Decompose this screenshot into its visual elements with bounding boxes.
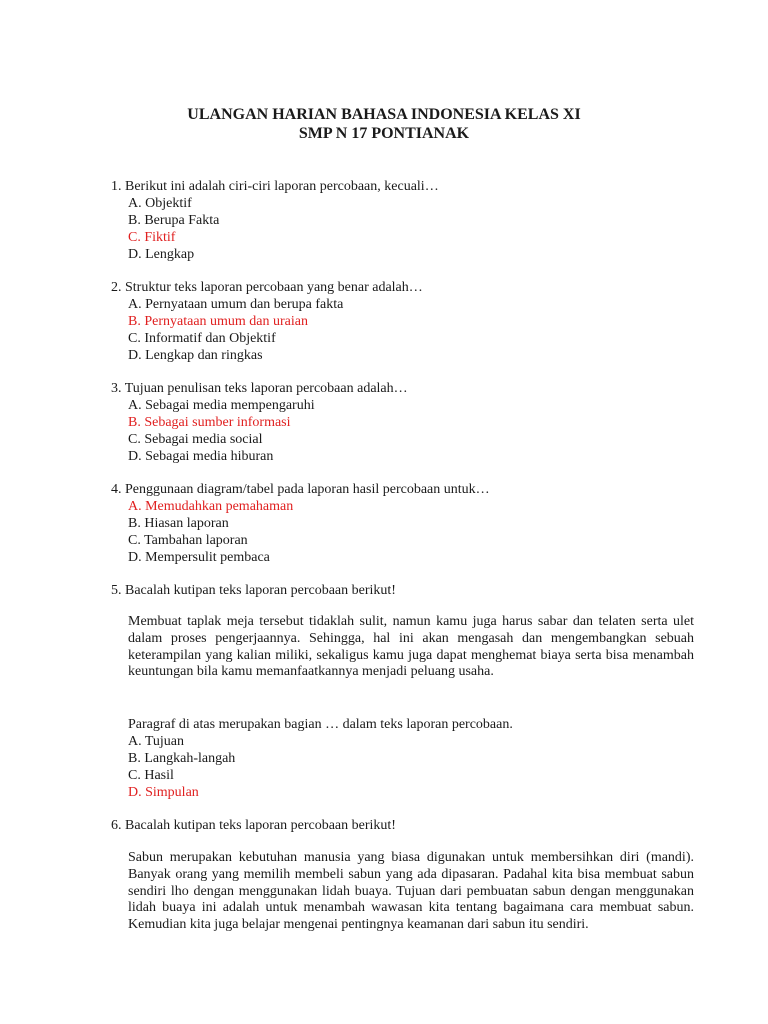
- school-name: SMP N 17 PONTIANAK: [298, 125, 470, 142]
- question-2-option-d: D. Lengkap dan ringkas: [128, 348, 263, 363]
- question-6-passage: Sabun merupakan kebutuhan manusia yang biasa digunakan untuk membersihkan diri (mandi). Banyak orang yang memilih membeli sabun yang ada dipasaran. Padahal kita bisa membuat sabun sendiri lho dengan menggunakan lidah buaya. Tujuan dari pembuatan sabun dengan menggunakan lidah buaya ini adalah untuk menambah wawasan kita tentang bagaimana cara membuat sabun. Kemudian kita juga belajar mengenai pentingnya keamanan dari sabun itu sendiri.: [128, 850, 694, 933]
- question-2-text: 2. Struktur teks laporan percobaan yang benar adalah…: [111, 280, 423, 295]
- question-3-option-a: A. Sebagai media mempengaruhi: [128, 398, 315, 413]
- question-3-text: 3. Tujuan penulisan teks laporan percobaan adalah…: [111, 381, 408, 396]
- question-1-option-a: A. Objektif: [128, 196, 192, 211]
- question-5-text: 5. Bacalah kutipan teks laporan percobaan berikut!: [111, 583, 396, 598]
- question-5-passage: Membuat taplak meja tersebut tidaklah sulit, namun kamu juga harus sabar dan telaten serta ulet dalam proses pengerjaannya. Sehingga, hal ini akan mengasah dan mengembangkan sebuah keterampilan yang kalian miliki, sekaligus kamu juga dapat menghemat biaya serta bisa menambah keuntungan bila kamu memanfaatkannya menjadi peluang usaha.: [128, 614, 694, 680]
- question-4-option-b: B. Hiasan laporan: [128, 516, 229, 531]
- question-2-option-a: A. Pernyataan umum dan berupa fakta: [128, 297, 344, 312]
- question-5-option-b: B. Langkah-langah: [128, 751, 236, 766]
- question-2-option-b-answer: B. Pernyataan umum dan uraian: [128, 314, 309, 329]
- question-1-option-d: D. Lengkap: [128, 247, 195, 262]
- question-4-option-d: D. Mempersulit pembaca: [128, 550, 270, 565]
- document-title: ULANGAN HARIAN BAHASA INDONESIA KELAS XI: [187, 106, 581, 123]
- question-5-option-a: A. Tujuan: [128, 734, 185, 749]
- question-1-option-c-answer: C. Fiktif: [128, 230, 176, 245]
- question-1-text: 1. Berikut ini adalah ciri-ciri laporan percobaan, kecuali…: [111, 179, 439, 194]
- question-4-option-c: C. Tambahan laporan: [128, 533, 248, 548]
- question-5-prompt: Paragraf di atas merupakan bagian … dalam teks laporan percobaan.: [128, 717, 513, 732]
- question-2-option-c: C. Informatif dan Objektif: [128, 331, 276, 346]
- question-3-option-b-answer: B. Sebagai sumber informasi: [128, 415, 291, 430]
- question-6-text: 6. Bacalah kutipan teks laporan percobaan berikut!: [111, 818, 396, 833]
- question-1-option-b: B. Berupa Fakta: [128, 213, 220, 228]
- question-3-option-c: C. Sebagai media social: [128, 432, 263, 447]
- question-3-option-d: D. Sebagai media hiburan: [128, 449, 274, 464]
- question-5-option-c: C. Hasil: [128, 768, 174, 783]
- question-5-option-d-answer: D. Simpulan: [128, 785, 199, 800]
- question-4-option-a-answer: A. Memudahkan pemahaman: [128, 499, 294, 514]
- question-4-text: 4. Penggunaan diagram/tabel pada laporan hasil percobaan untuk…: [111, 482, 490, 497]
